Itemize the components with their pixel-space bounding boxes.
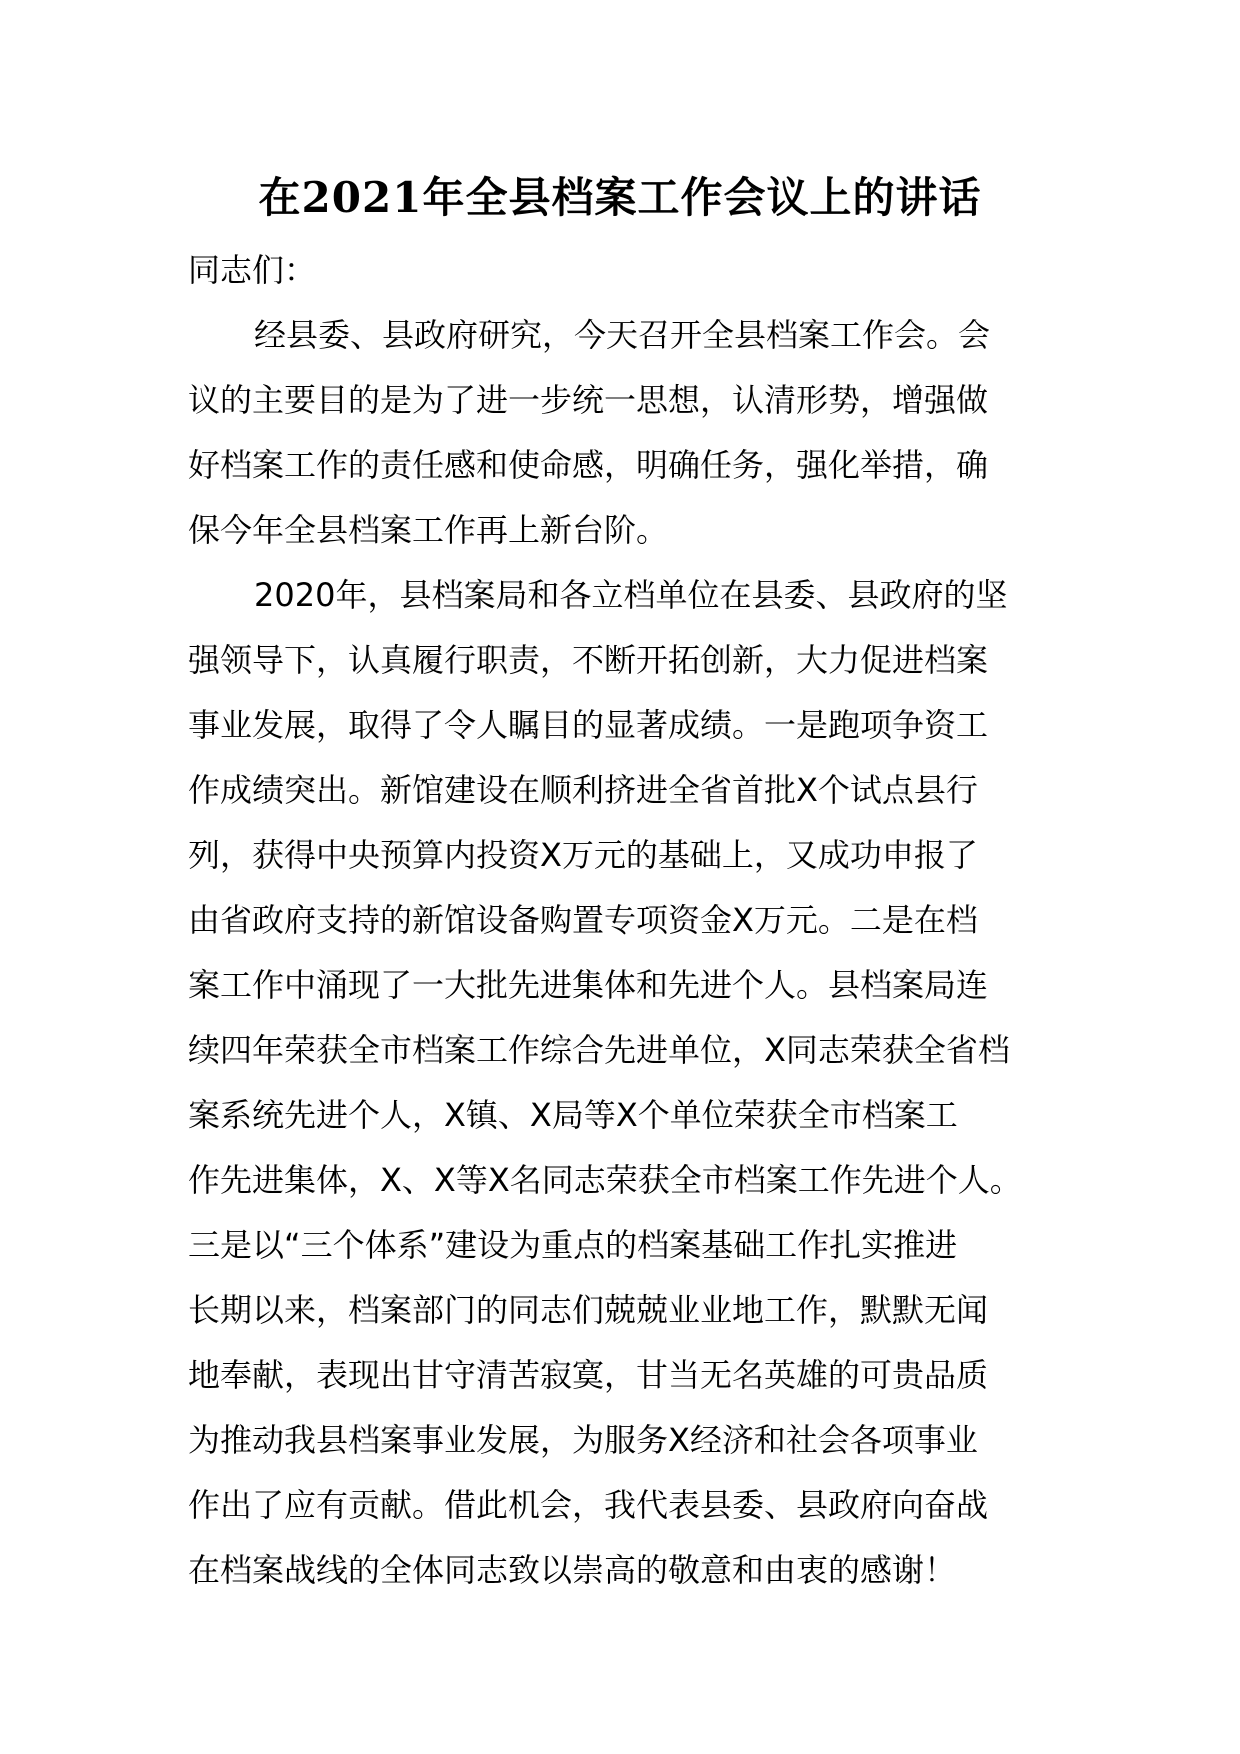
paragraph-2 [188, 563, 1060, 1603]
salutation: 同志们： [188, 251, 317, 289]
paragraph-line: 2020年，县档案局和各立档单位在县委、县政府的坚 [254, 576, 1008, 614]
paragraph-line: 强领导下，认真履行职责，不断开拓创新，大力促进档案 [188, 641, 989, 679]
paragraph-line: 作先进集体，X、X等X名同志荣获全市档案工作先进个人。 [188, 1161, 1022, 1199]
paragraph-line: 长期以来，档案部门的同志们兢兢业业地工作，默默无闻 [188, 1291, 989, 1329]
paragraph-line: 作成绩突出。新馆建设在顺利挤进全省首批X个试点县行 [188, 771, 978, 809]
paragraph-line: 作出了应有贡献。借此机会，我代表县委、县政府向奋战 [188, 1486, 989, 1524]
paragraph-line: 列，获得中央预算内投资X万元的基础上，又成功申报了 [188, 836, 978, 874]
paragraph-line: 案工作中涌现了一大批先进集体和先进个人。县档案局连 [188, 966, 989, 1004]
paragraph-line: 好档案工作的责任感和使命感，明确任务，强化举措，确 [188, 446, 989, 484]
paragraph-line: 续四年荣获全市档案工作综合先进单位，X同志荣获全省档 [188, 1031, 1010, 1069]
paragraph-line: 为推动我县档案事业发展，为服务X经济和社会各项事业 [188, 1421, 978, 1459]
paragraph-line: 议的主要目的是为了进一步统一思想，认清形势，增强做 [188, 381, 989, 419]
document-title: 在2021年全县档案工作会议上的讲话 [258, 173, 982, 222]
paragraph-line: 保今年全县档案工作再上新台阶。 [188, 511, 669, 549]
paragraph-line: 在档案战线的全体同志致以崇高的敬意和由衷的感谢！ [188, 1551, 957, 1589]
paragraph-line: 由省政府支持的新馆设备购置专项资金X万元。二是在档 [188, 901, 978, 939]
document-body [188, 238, 1060, 1603]
paragraph-1 [188, 303, 1060, 563]
paragraph-line: 经县委、县政府研究，今天召开全县档案工作会。会 [254, 316, 991, 354]
paragraph-line: 三是以“三个体系”建设为重点的档案基础工作扎实推进 [188, 1226, 958, 1264]
paragraph-line: 事业发展，取得了令人瞩目的显著成绩。一是跑项争资工 [188, 706, 989, 744]
paragraph-line: 案系统先进个人，X镇、X局等X个单位荣获全市档案工 [188, 1096, 958, 1134]
paragraph-line: 地奉献，表现出甘守清苦寂寞，甘当无名英雄的可贵品质 [188, 1356, 989, 1394]
